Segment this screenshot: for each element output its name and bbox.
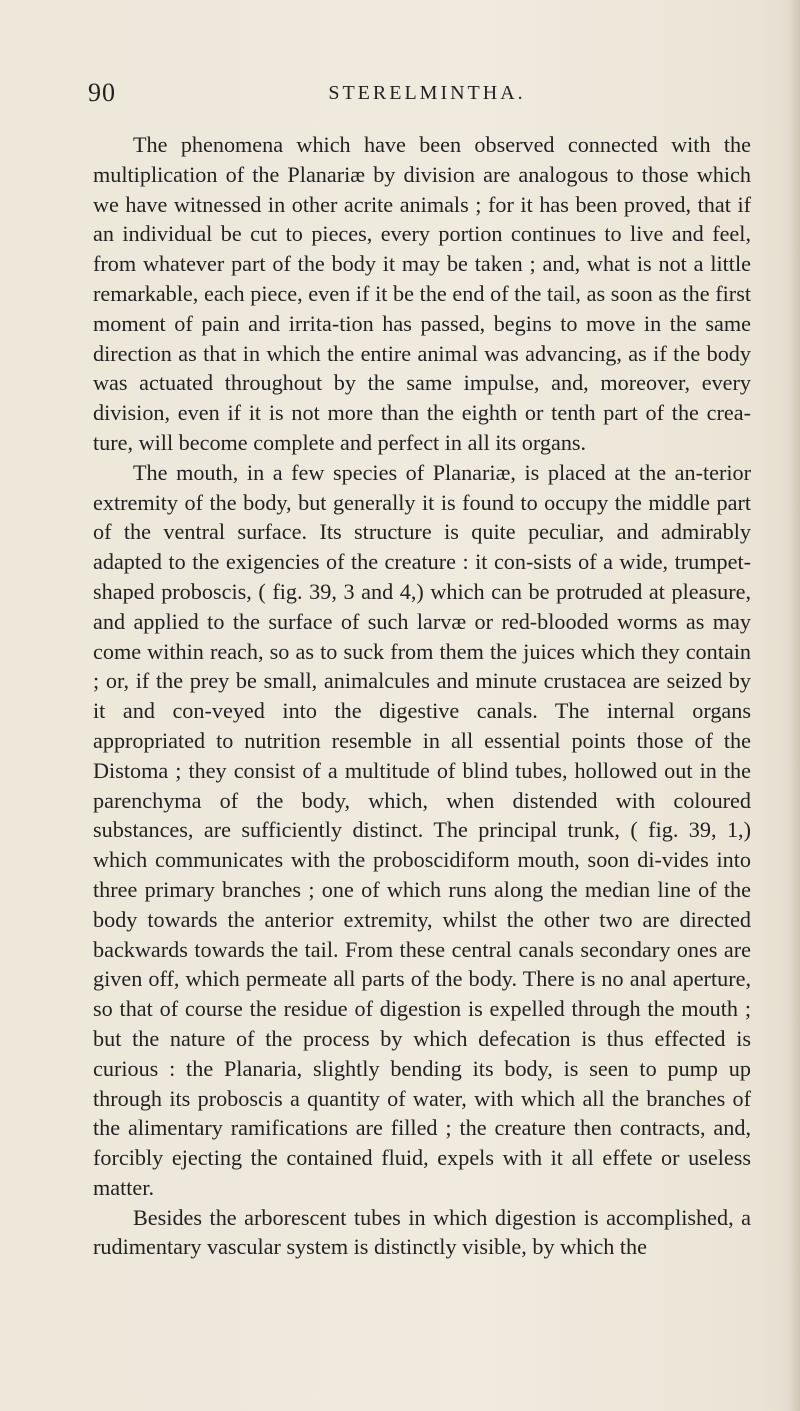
running-title: STERELMINTHA.	[328, 82, 526, 104]
page-header	[88, 78, 736, 112]
paragraph: The phenomena which have been observed connected with the multiplication of the Planariæ by division are analogous to those which we have witnessed in other acrite animals ; for it has been proved, that if an individual be cut to pieces, every portion continues to live and feel, from whatever part of the body it may be taken ; and, what is not a little remarkable, each piece, even if it be the end of the tail, as soon as the first moment of pain and irrita-tion has passed, begins to move in the same direction as that in which the entire animal was advancing, as if the body was actuated throughout by the same impulse, and, moreover, every division, even if it is not more than the eighth or tenth part of the crea-ture, will become complete and perfect in all its organs.	[93, 132, 751, 455]
page-edge-shadow	[788, 0, 800, 1411]
body-text	[93, 130, 751, 1262]
paragraph: The mouth, in a few species of Planariæ, is placed at the an-terior extremity of the body, but generally it is found to occupy the middle part of the ventral surface. Its structure is quite peculiar, and admirably adapted to the exigencies of the creature : it con-sists of a wide, trumpet-shaped proboscis, ( fig. 39, 3 and 4,) which can be protruded at pleasure, and applied to the surface of such larvæ or red-blooded worms as may come within reach, so as to suck from them the juices which they contain ; or, if the prey be small, animalcules and minute crustacea are seized by it and con-veyed into the digestive canals. The internal organs appropriated to nutrition resemble in all essential points those of the Distoma ; they consist of a multitude of blind tubes, hollowed out in the parenchyma of the body, which, when distended with coloured substances, are sufficiently distinct. The principal trunk, ( fig. 39, 1,) which communicates with the proboscidiform mouth, soon di-vides into three primary branches ; one of which runs along the median line of the body towards the anterior extremity, whilst the other two are directed backwards towards the tail. From these central canals secondary ones are given off, which permeate all parts of the body. There is no anal aperture, so that of course the residue of digestion is expelled through the mouth ; but the nature of the process by which defecation is thus effected is curious : the Planaria, slightly bending its body, is seen to pump up through its proboscis a quantity of water, with which all the branches of the alimentary ramifications are filled ; the creature then contracts, and, forcibly ejecting the contained fluid, expels with it all effete or useless matter.	[93, 459, 751, 1200]
page-number: 90	[88, 78, 116, 107]
paragraph: Besides the arborescent tubes in which digestion is accomplished, a rudimentary vascular system is distinctly visible, by which the	[93, 1204, 751, 1260]
